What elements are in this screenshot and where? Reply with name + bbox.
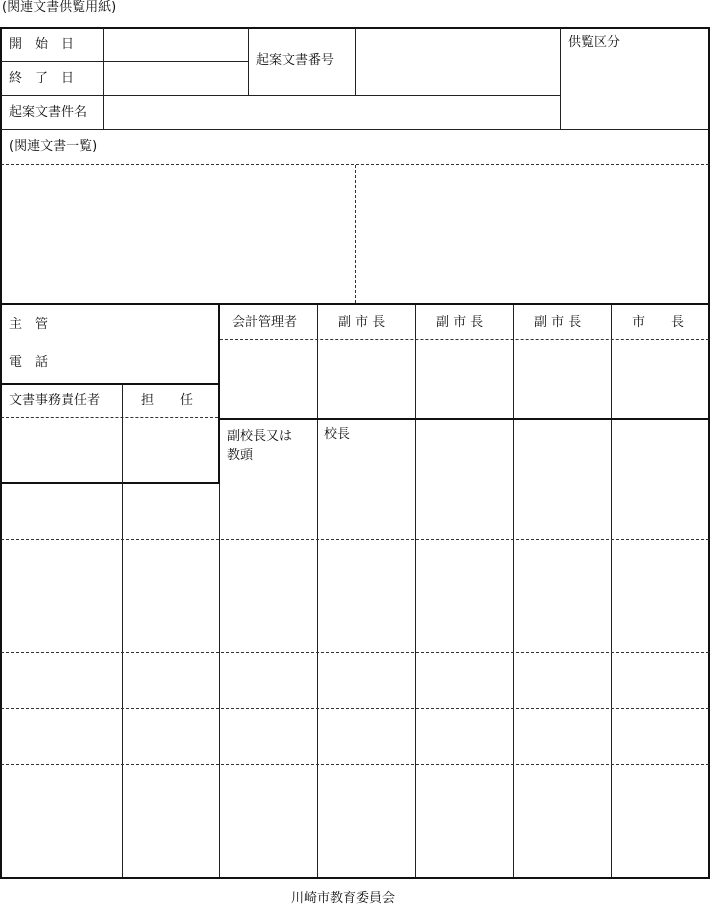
seal-deputy-mayor-3[interactable] [515, 341, 610, 417]
end-date-label: 終 了 日 [9, 71, 75, 86]
draft-number-field[interactable] [357, 29, 559, 94]
approver-deputy-mayor-3: 副 市 長 [534, 315, 582, 330]
phone-label: 電 話 [9, 355, 49, 370]
approver-col-line-3 [513, 305, 514, 877]
approver-deputy-mayor-2: 副 市 長 [436, 315, 484, 330]
left-block-right-border [218, 304, 220, 484]
approver-row-bottom-line [219, 418, 710, 420]
approver-col-line-2 [415, 305, 416, 877]
start-date-label: 開 始 日 [9, 37, 75, 52]
frame-left-line [0, 27, 2, 879]
form-title: (関連文書供覧用紙) [2, 0, 117, 15]
records-officer-field[interactable] [3, 419, 121, 481]
related-docs-dashed-divider [355, 165, 356, 303]
seal-deputy-mayor-1[interactable] [319, 341, 414, 417]
circulation-type-label: 供覧区分 [568, 35, 621, 50]
circulation-type-field[interactable] [562, 55, 707, 128]
related-docs-label: (関連文書一覧) [9, 139, 98, 154]
records-officer-label: 文書事務責任者 [9, 393, 101, 408]
approver-col-line-1 [317, 305, 318, 877]
left-block-bottom-line [0, 482, 220, 484]
approver-accounting-manager: 会計管理者 [232, 315, 298, 330]
approver-header-dashed-line [220, 339, 709, 340]
draft-subject-field[interactable] [105, 97, 559, 128]
related-docs-right-area[interactable] [358, 167, 707, 301]
left-block-mid-line [0, 383, 220, 385]
header-divider-2 [1, 95, 560, 96]
supervisor-label: 主 管 [9, 317, 49, 332]
lower-dashed-row-2 [1, 652, 709, 653]
header-vline-4 [560, 28, 561, 129]
approver-mayor: 市 長 [632, 315, 685, 330]
related-docs-left-area[interactable] [3, 167, 353, 301]
seal-deputy-mayor-2[interactable] [417, 341, 512, 417]
seal-accounting-manager[interactable] [221, 341, 316, 417]
lower-top-line [0, 303, 710, 305]
header-divider-3 [1, 129, 709, 130]
header-divider-1 [1, 61, 249, 62]
end-date-field[interactable] [105, 63, 247, 94]
draft-number-label: 起案文書番号 [256, 53, 335, 68]
header-vline-3 [355, 28, 356, 95]
footer-organization: 川崎市教育委員会 [291, 891, 396, 906]
frame-right-line [708, 27, 710, 879]
lower-dashed-row-1 [1, 539, 709, 540]
lower-dashed-row-4 [1, 764, 709, 765]
person-in-charge-field[interactable] [124, 419, 217, 481]
approver-col-line-4 [611, 305, 612, 877]
seal-mayor[interactable] [613, 341, 707, 417]
left-block-dashed-line [1, 417, 218, 418]
left-col-divider-2 [219, 484, 220, 877]
header-vline-2 [248, 28, 249, 95]
lower-dashed-row-3 [1, 708, 709, 709]
frame-bottom-line [0, 877, 710, 879]
header-vline-1 [103, 28, 104, 129]
draft-subject-label: 起案文書件名 [9, 105, 88, 120]
approver-deputy-mayor-1: 副 市 長 [338, 315, 386, 330]
principal-label: 校長 [324, 427, 351, 442]
start-date-field[interactable] [105, 29, 247, 60]
left-col-divider [122, 385, 123, 877]
person-in-charge-label: 担 任 [141, 393, 194, 408]
vice-principal-label: 副校長又は 教頭 [227, 429, 293, 463]
